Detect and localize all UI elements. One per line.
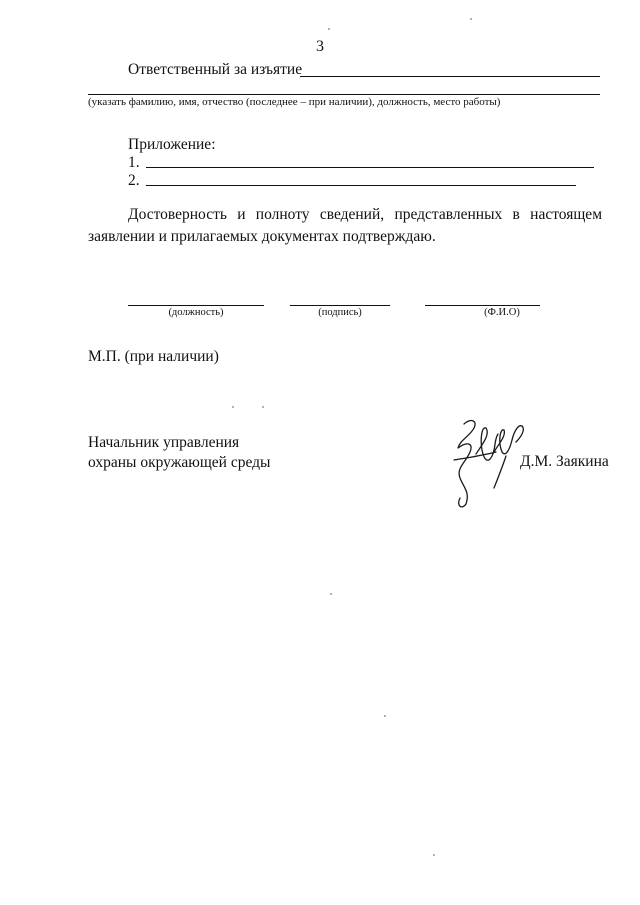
- responsible-fill-line: [300, 76, 600, 77]
- responsible-detail-line: [88, 94, 600, 95]
- signature-line: [290, 305, 390, 306]
- responsible-label: Ответственный за изъятие: [128, 61, 303, 78]
- official-name: Д.М. Заякина: [520, 453, 609, 470]
- name-caption: (Ф.И.О): [484, 307, 520, 318]
- position-line: [128, 305, 264, 306]
- scan-speck: [328, 28, 330, 30]
- scan-speck: [262, 406, 264, 408]
- official-title: [88, 433, 270, 473]
- attachment-item-2-number: 2.: [128, 172, 140, 189]
- official-title-line-1: Начальник управления: [88, 434, 240, 451]
- scan-speck: [384, 715, 386, 717]
- name-line: [425, 305, 540, 306]
- official-title-line-2: охраны окружающей среды: [88, 454, 271, 471]
- responsible-hint: (указать фамилию, имя, отчество (последнее – при наличии), должность, место работы): [88, 96, 501, 108]
- attachment-item-1-line: [146, 167, 594, 168]
- scan-speck: [470, 18, 472, 20]
- attachment-item-1-number: 1.: [128, 154, 140, 171]
- handwritten-signature: [440, 412, 530, 512]
- scan-speck: [330, 593, 332, 595]
- scan-speck: [232, 406, 234, 408]
- position-caption: (должность): [168, 307, 224, 318]
- attachment-title: Приложение:: [128, 136, 216, 153]
- declaration-text: Достоверность и полноту сведений, представленных в настоящем заявлении и прилагаемых документах подтверждаю.: [88, 206, 602, 245]
- page-number: 3: [316, 38, 324, 55]
- stamp-note: М.П. (при наличии): [88, 348, 219, 365]
- signature-caption: (подпись): [318, 307, 362, 318]
- attachment-item-2-line: [146, 185, 576, 186]
- scan-speck: [433, 854, 435, 856]
